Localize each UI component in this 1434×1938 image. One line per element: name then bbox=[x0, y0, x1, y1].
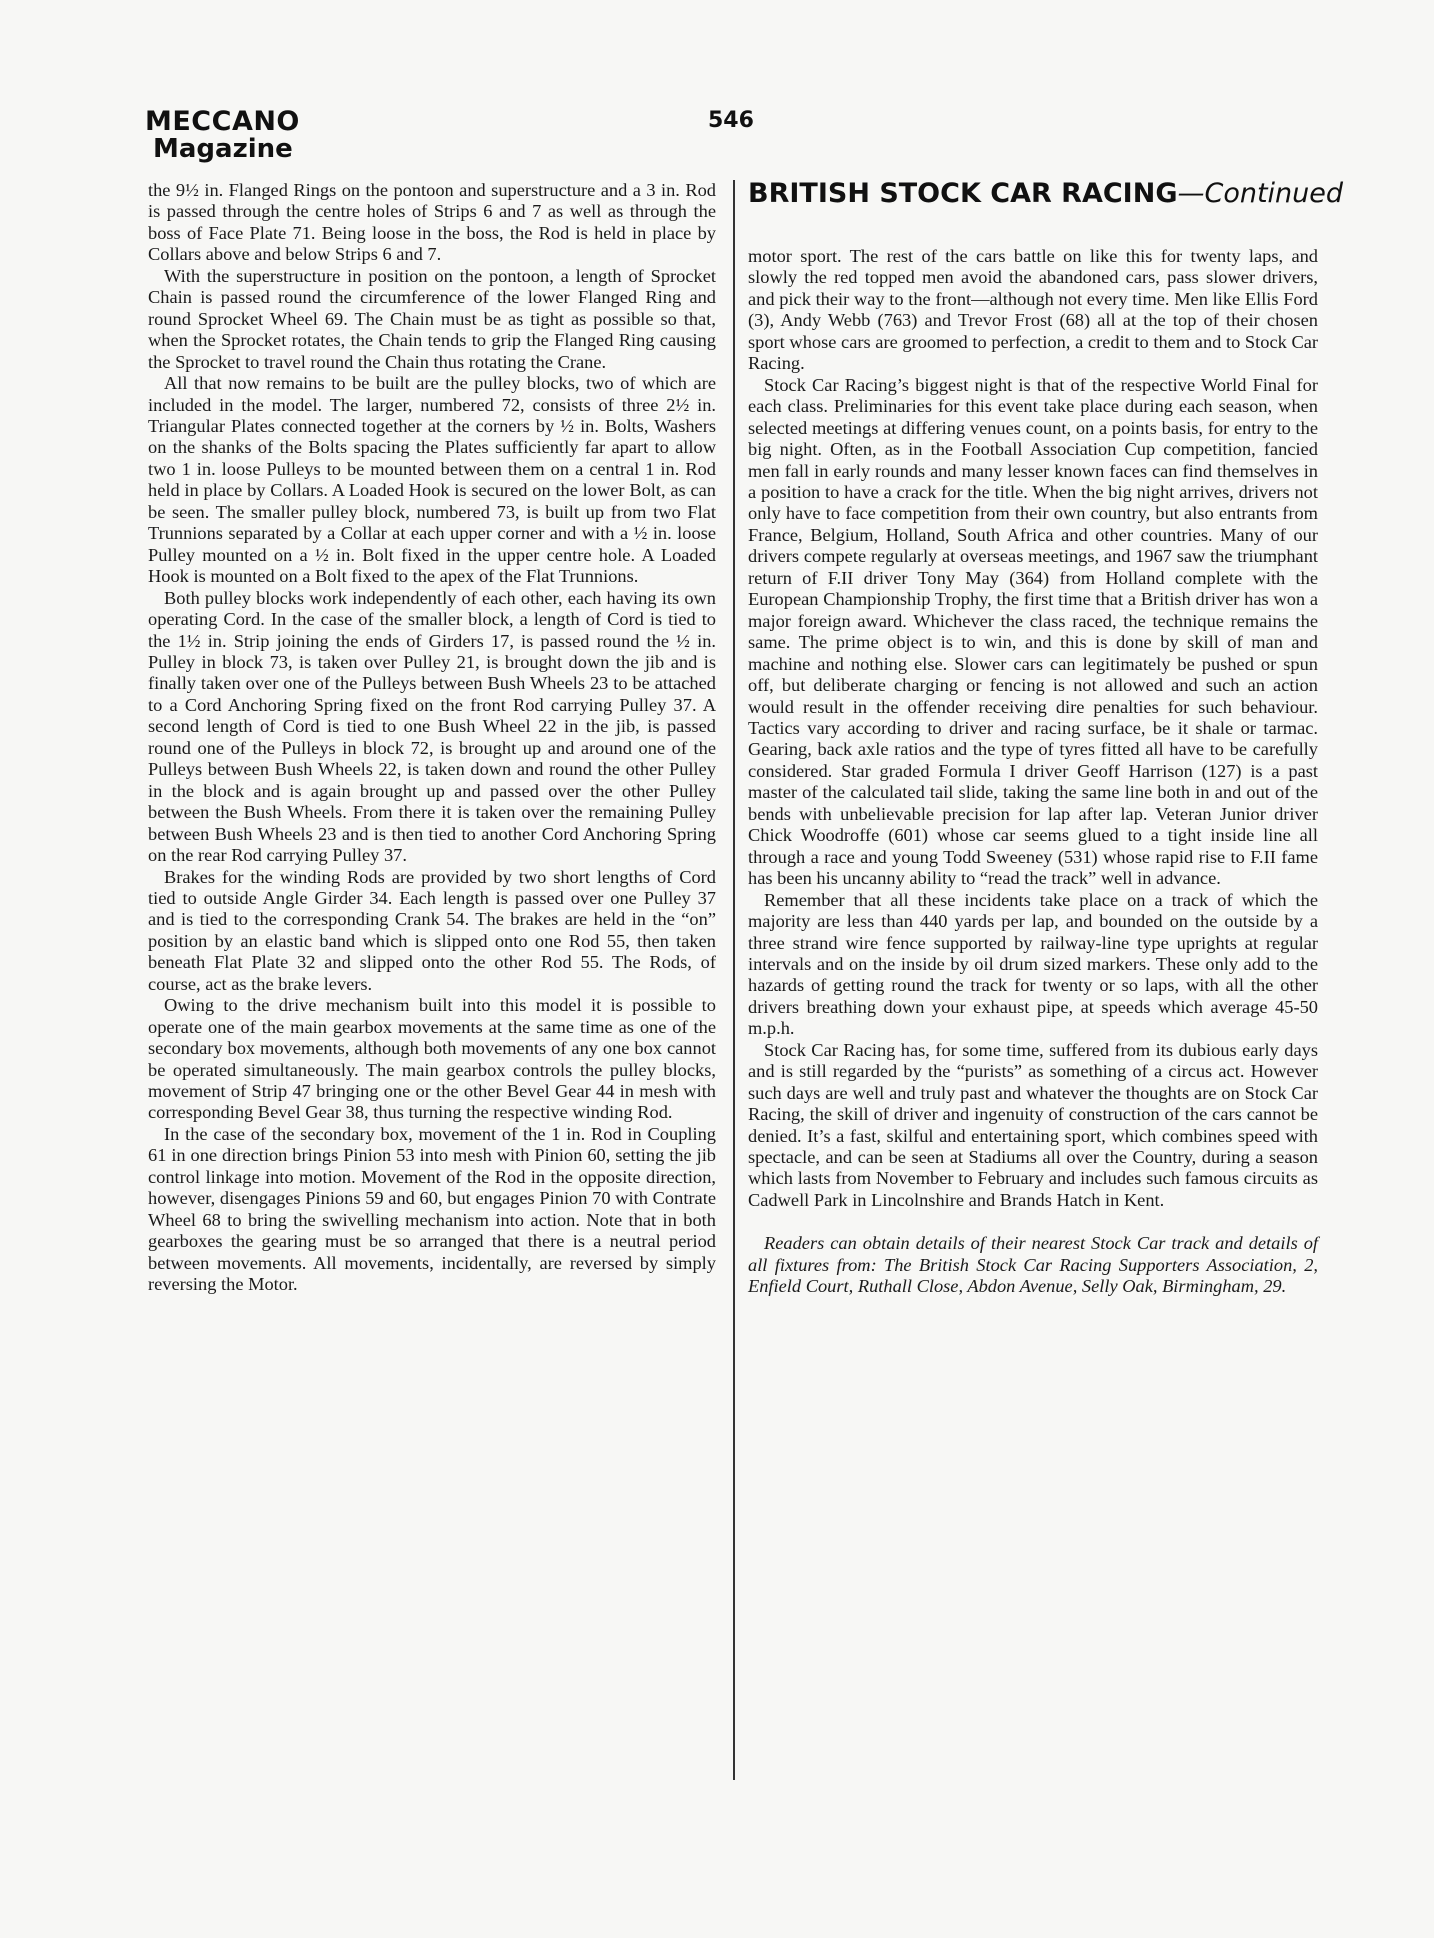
paragraph: motor sport. The rest of the cars battle on like this for twenty laps, and slowly the red topped men avoid the abandoned cars, pass slower drivers, and pick their way to the front—although not every time. Men like Ellis Ford (3), Andy Webb (763) and Trevor Frost (68) all at the top of their chosen sport whose cars are groomed to perfection, a credit to them and to Stock Car Racing. bbox=[748, 246, 1318, 374]
masthead-title: MECCANO bbox=[145, 106, 300, 137]
masthead-subtitle: Magazine bbox=[153, 134, 293, 165]
paragraph: Stock Car Racing has, for some time, suffered from its dubious early days and is still regarded by the “purists” as something of a circus act. However such days are well and truly past and whatever the thoughts are on Stock Car Racing, the skill of driver and ingenuity of construction of the cars cannot be denied. It’s a fast, skilful and entertaining sport, which combines speed with spectacle, and can be seen at Stadiums all over the Country, during a season which lasts from November to February and includes such famous circuits as Cadwell Park in Lincolnshire and Brands Hatch in Kent. bbox=[748, 1039, 1318, 1210]
article-heading bbox=[748, 178, 1348, 209]
paragraph: Owing to the drive mechanism built into this model it is possible to operate one of the main gearbox movements at the same time as one of the secondary box movements, although both movements of any one box cannot be operated simultaneously. The main gearbox controls the pulley blocks, movement of Strip 47 bringing one or the other Bevel Gear 44 in mesh with corresponding Bevel Gear 38, thus turning the respective winding Rod. bbox=[148, 995, 716, 1123]
right-column bbox=[748, 246, 1318, 1298]
footnote: Readers can obtain details of their nearest Stock Car track and details of all fixtures from: The British Stock Car Racing Supporters Association, 2, Enfield Court, Ruthall Close, Abdon Avenue, Selly Oak, Birmingham, 29. bbox=[748, 1233, 1318, 1297]
article-title: BRITISH STOCK CAR RACING bbox=[748, 178, 1178, 209]
paragraph: Stock Car Racing’s biggest night is that of the respective World Final for each class. Preliminaries for this event take place during each season, when selected meetings at differing venues count, on a points basis, for entry to the big night. Often, as in the Football Association Cup competition, fancied men fall in early rounds and many lesser known faces can find themselves in a position to have a crack for the title. When the big night arrives, drivers not only have to face competition from their own country, but also entrants from France, Belgium, Holland, South Africa and other countries. Many of our drivers compete regularly at overseas meetings, and 1967 saw the triumphant return of F.II driver Tony May (364) from Holland complete with the European Championship Trophy, the first time that a British driver has won a major foreign award. Whichever the class raced, the technique remains the same. The prime object is to win, and this is done by skill of man and machine and nothing else. Slower cars can legitimately be pushed or spun off, but deliberate charging or fencing is not allowed and such an action would result in the offender receiving dire penalties for such behaviour. Tactics vary according to driver and racing surface, be it shale or tarmac. Gearing, back axle ratios and the type of tyres fitted all have to be carefully considered. Star graded Formula I driver Geoff Harrison (127) is a past master of the calculated tail slide, taking the same line both in and out of the bends with unbelievable precision for lap after lap. Veteran Junior driver Chick Woodroffe (601) whose car seems glued to a tight inside line all through a race and young Todd Sweeney (531) whose rapid rise to F.II fame has been his uncanny ability to “read the track” well in advance. bbox=[748, 374, 1318, 889]
masthead bbox=[145, 108, 300, 164]
page-number: 546 bbox=[708, 108, 754, 133]
paragraph: the 9½ in. Flanged Rings on the pontoon and superstructure and a 3 in. Rod is passed through the centre holes of Strips 6 and 7 as well as through the boss of Face Plate 71. Being loose in the boss, the Rod is held in place by Collars above and below Strips 6 and 7. bbox=[148, 180, 716, 265]
paragraph: Brakes for the winding Rods are provided by two short lengths of Cord tied to outside Angle Girder 34. Each length is passed over one Pulley 37 and is tied to the corresponding Crank 54. The brakes are held in the “on” position by an elastic band which is slipped onto one Rod 55, then taken beneath Flat Plate 32 and slipped onto the other Rod 55. The Rods, of course, act as the brake levers. bbox=[148, 866, 716, 994]
paragraph: With the superstructure in position on the pontoon, a length of Sprocket Chain is passed round the circumference of the lower Flanged Ring and round Sprocket Wheel 69. The Chain must be as tight as possible so that, when the Sprocket rotates, the Chain tends to grip the Flanged Ring causing the Sprocket to travel round the Chain thus rotating the Crane. bbox=[148, 265, 716, 372]
paragraph: In the case of the secondary box, movement of the 1 in. Rod in Coupling 61 in one direction brings Pinion 53 into mesh with Pinion 60, setting the jib control linkage into motion. Movement of the Rod in the opposite direction, however, disengages Pinions 59 and 60, but engages Pinion 70 with Contrate Wheel 68 to bring the swivelling mechanism into action. Note that in both gearboxes the gearing must be so arranged that there is a neutral period between movements. All movements, incidentally, are reversed by simply reversing the Motor. bbox=[148, 1123, 716, 1295]
left-column bbox=[148, 180, 716, 1296]
continued-label: —Continued bbox=[1177, 178, 1344, 209]
paragraph: Remember that all these incidents take place on a track of which the majority are less than 440 yards per lap, and bounded on the outside by a three strand wire fence supported by railway-line type uprights at regular intervals and on the inside by oil drum sized markers. These only add to the hazards of getting round the track for twenty or so laps, with all the other drivers breathing down your exhaust pipe, at speeds which average 45-50 m.p.h. bbox=[748, 889, 1318, 1039]
paragraph: Both pulley blocks work independently of each other, each having its own operating Cord. In the case of the smaller block, a length of Cord is tied to the 1½ in. Strip joining the ends of Girders 17, is passed round the ½ in. Pulley in block 73, is taken over Pulley 21, is brought down the jib and is finally taken over one of the Pulleys between Bush Wheels 23 to be attached to a Cord Anchoring Spring fixed on the front Rod carrying Pulley 37. A second length of Cord is tied to one Bush Wheel 22 in the jib, is passed round one of the Pulleys in block 72, is brought up and around one of the Pulleys between Bush Wheels 22, is taken down and round the other Pulley in the block and is again brought up and passed over the other Pulley between the Bush Wheels. From there it is taken over the remaining Pulley between Bush Wheels 23 and is then tied to another Cord Anchoring Spring on the rear Rod carrying Pulley 37. bbox=[148, 587, 716, 866]
paragraph: All that now remains to be built are the pulley blocks, two of which are included in the model. The larger, numbered 72, consists of three 2½ in. Triangular Plates connected together at the corners by ½ in. Bolts, Washers on the shanks of the Bolts spacing the Plates sufficiently far apart to allow two 1 in. loose Pulleys to be mounted between them on a central 1 in. Rod held in place by Collars. A Loaded Hook is secured on the lower Bolt, as can be seen. The smaller pulley block, numbered 73, is built up from two Flat Trunnions separated by a Collar at each upper corner and with a ½ in. loose Pulley mounted on a ½ in. Bolt fixed in the upper centre hole. A Loaded Hook is mounted on a Bolt fixed to the apex of the Flat Trunnions. bbox=[148, 373, 716, 587]
column-divider bbox=[733, 180, 735, 1780]
